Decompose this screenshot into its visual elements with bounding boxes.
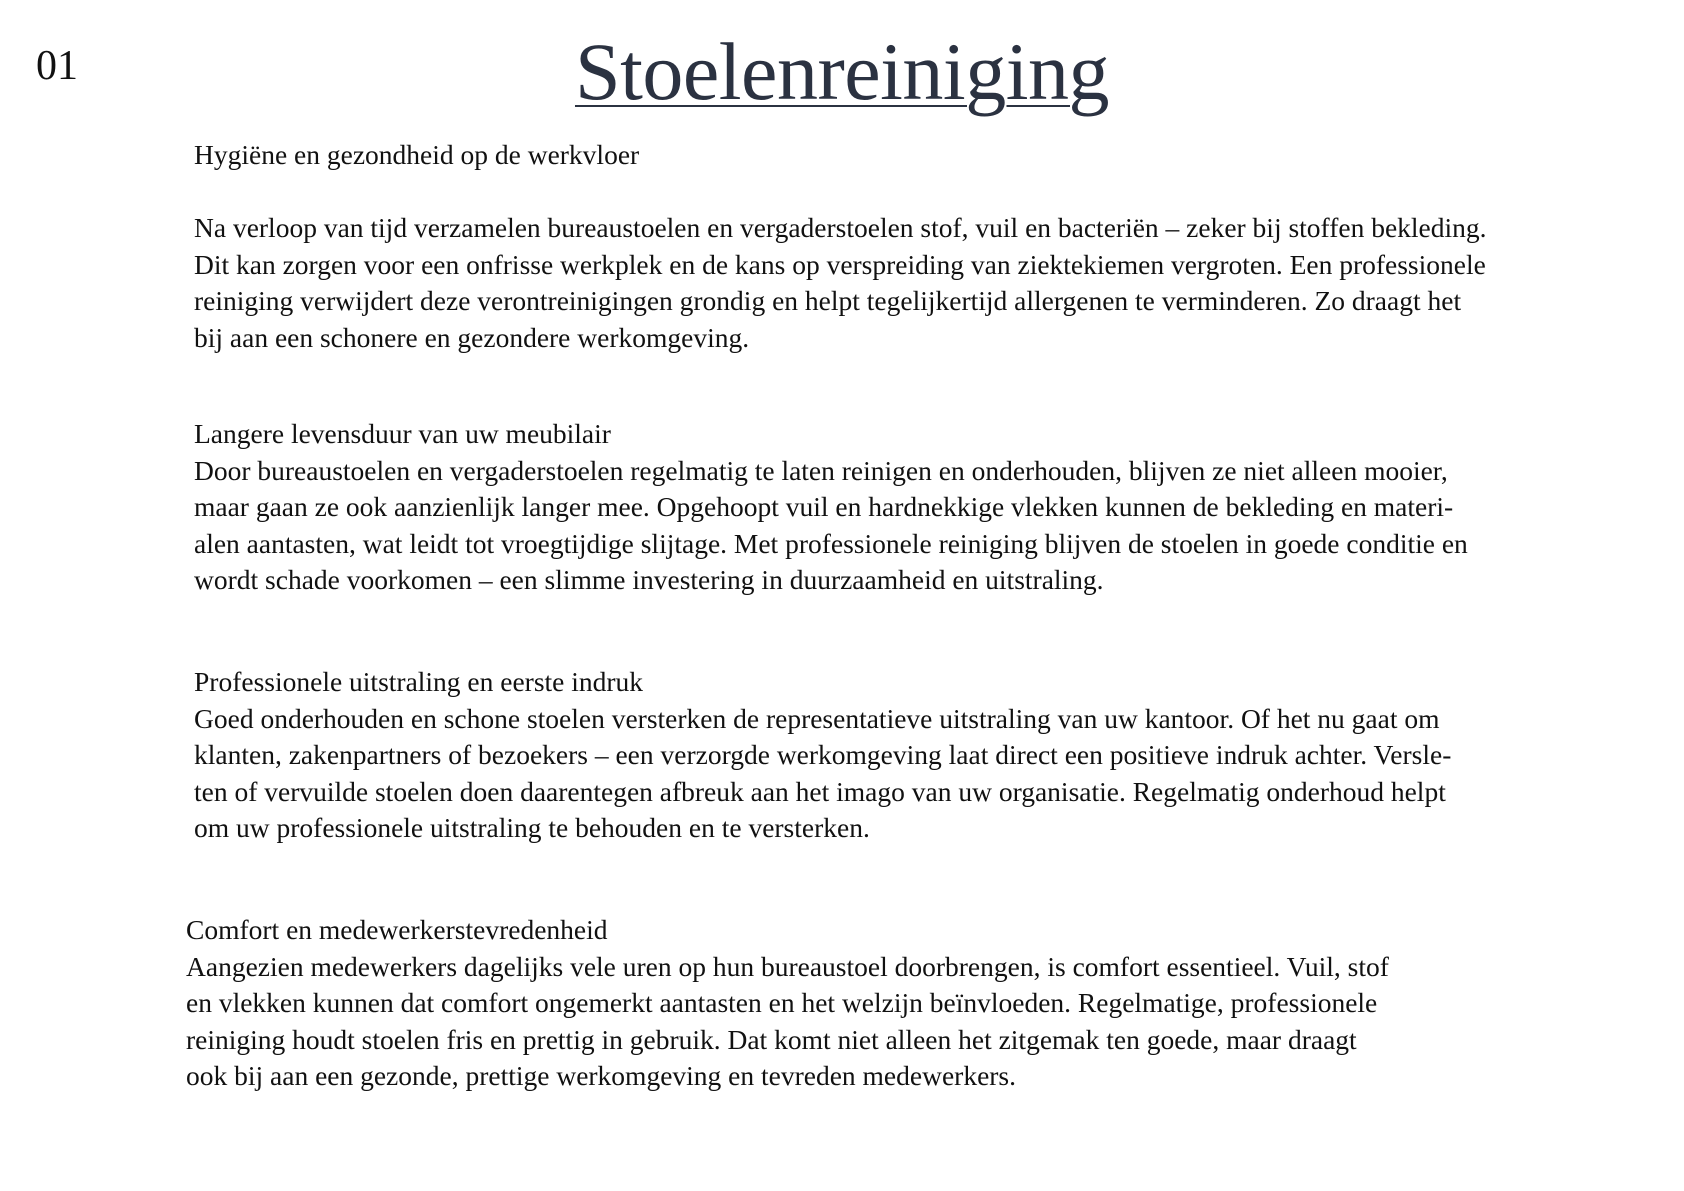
body-line: klanten, zakenpartners of bezoekers – een verzorgde werkomgeving laat direct een positieve indruk achter. Versle- bbox=[194, 739, 1452, 770]
body-line: ook bij aan een gezonde, prettige werkomgeving en tevreden medewerkers. bbox=[186, 1060, 1017, 1091]
body-line: Door bureaustoelen en vergaderstoelen regelmatig te laten reinigen en onderhouden, blijven ze niet alleen mooier, bbox=[194, 454, 1448, 486]
body-line: ten of vervuilde stoelen doen daarentegen afbreuk aan het imago van uw organisatie. Regelmatig onderhoud helpt bbox=[194, 775, 1446, 807]
section-lifespan bbox=[194, 416, 1584, 599]
body-line: om uw professionele uitstraling te behouden en te versterken. bbox=[194, 812, 870, 843]
body-line: Na verloop van tijd verzamelen bureaustoelen en vergaderstoelen stof, vuil en bacteriën – zeker bij stoffen bekleding. bbox=[194, 212, 1487, 243]
page-number: 01 bbox=[36, 43, 78, 89]
body-line: Aangezien medewerkers dagelijks vele uren op hun bureaustoel doorbrengen, is comfort essentieel. Vuil, stof bbox=[186, 950, 1389, 982]
body-line: reiniging houdt stoelen fris en prettig in gebruik. Dat komt niet alleen het zitgemak ten goede, maar draagt bbox=[186, 1023, 1357, 1055]
body-line: alen aantasten, wat leidt tot vroegtijdige slijtage. Met professionele reiniging blijven de stoelen in goede conditie en bbox=[194, 527, 1468, 559]
section-hygiene bbox=[194, 137, 1614, 356]
body-line: en vlekken kunnen dat comfort ongemerkt aantasten en het welzijn beïnvloeden. Regelmatige, professionele bbox=[186, 987, 1378, 1018]
body-line: Goed onderhouden en schone stoelen versterken de representatieve uitstraling van uw kantoor. Of het nu gaat om bbox=[194, 702, 1440, 734]
body-line: reiniging verwijdert deze verontreinigingen grondig en helpt tegelijkertijd allergenen te verminderen. Zo draagt het bbox=[194, 285, 1462, 316]
body-line: maar gaan ze ook aanzienlijk langer mee. Opgehoopt vuil en hardnekkige vlekken kunnen de bekleding en materi- bbox=[194, 491, 1454, 522]
page-title: Stoelenreiniging bbox=[574, 26, 1109, 117]
section-appearance bbox=[194, 664, 1584, 847]
section-heading: Hygiëne en gezondheid op de werkvloer bbox=[194, 139, 640, 170]
section-heading: Comfort en medewerkerstevredenheid bbox=[186, 914, 608, 945]
section-comfort bbox=[186, 912, 1506, 1095]
section-spacer bbox=[194, 174, 1614, 211]
body-line: wordt schade voorkomen – een slimme investering in duurzaamheid en uitstraling. bbox=[194, 564, 1104, 595]
body-line: Dit kan zorgen voor een onfrisse werkplek en de kans op verspreiding van ziektekiemen vergroten. Een professionele bbox=[194, 248, 1486, 280]
section-heading: Langere levensduur van uw meubilair bbox=[194, 418, 611, 449]
body-line: bij aan een schonere en gezondere werkomgeving. bbox=[194, 321, 750, 353]
section-heading: Professionele uitstraling en eerste indruk bbox=[194, 666, 644, 697]
